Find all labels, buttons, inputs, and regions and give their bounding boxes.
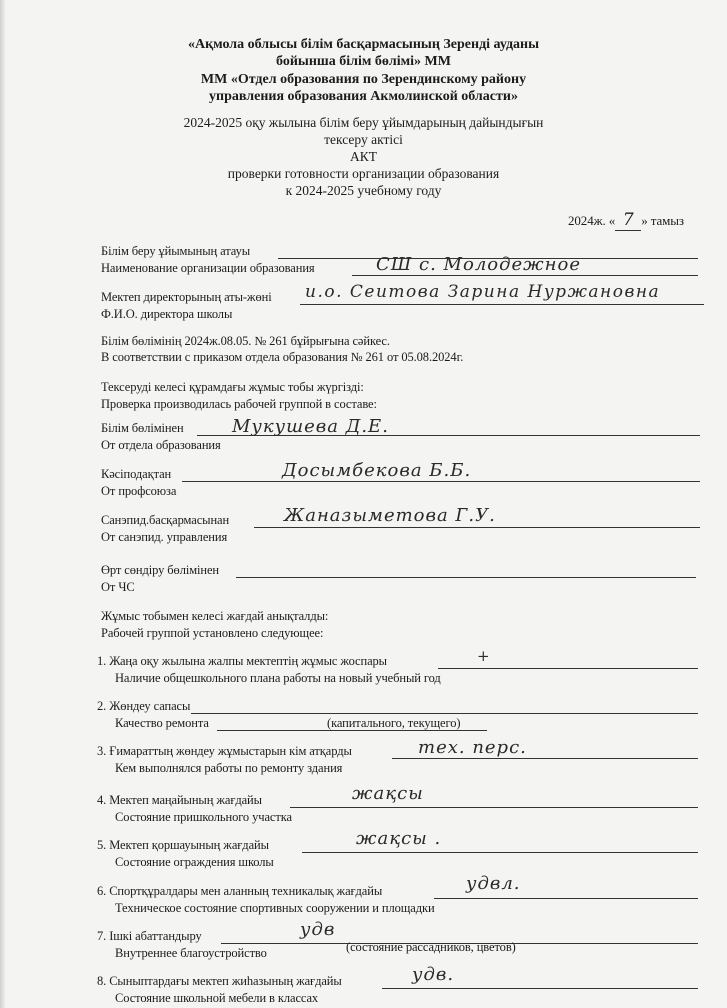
director-underline [300, 304, 704, 305]
header-ru-line1: ММ «Отдел образования по Зерендинскому району [200, 72, 527, 87]
member-underline [182, 481, 700, 482]
title-akt: АКТ [350, 149, 377, 164]
title-kz-line1: 2024-2025 оқу жылына білім беру ұйымдарының дайындығын [183, 115, 544, 130]
date-suffix: » тамыз [641, 213, 684, 228]
member-kz: Санэпид.басқармасынан [101, 513, 230, 527]
member-ru: От ЧС [101, 580, 135, 594]
order-ru: В соответствии с приказом отдела образования № 261 от 05.08.2024г. [101, 350, 464, 364]
member-kz: Өрт сөндіру бөлімінен [101, 563, 220, 577]
member-value: Мукушева Д.Е. [232, 416, 389, 437]
member-kz: Білім бөлімінен [101, 421, 184, 435]
member-ru: От отдела образования [101, 438, 221, 452]
item-ru: Качество ремонта [115, 716, 209, 730]
item-ru: Состояние школьной мебели в классах [115, 991, 319, 1005]
item-underline [382, 988, 698, 989]
org-label-kz: Білім беру ұйымының атауы [101, 244, 251, 258]
item-value: удв. [412, 964, 455, 985]
item-extra: (состояние рассадников, цветов) [346, 940, 516, 954]
item-underline [434, 898, 698, 899]
date-day: 7 [615, 210, 641, 231]
item-kz: 5. Мектеп қоршауының жағдайы [97, 838, 269, 852]
header-kz-line2: бойынша білім бөлімі» ММ [276, 54, 451, 69]
item-kz: 3. Ғимараттың жөндеу жұмыстарын кім атқарды [97, 744, 352, 758]
order-kz: Білім бөлімінің 2024ж.08.05. № 261 бұйрығына сәйкес. [101, 334, 390, 348]
header-kz-line1: «Ақмола облысы білім басқармасының Зеренді ауданы [187, 37, 540, 52]
title-kz-line2: тексеру актісі [324, 132, 403, 147]
header-ru-line2: управления образования Акмолинской области» [209, 89, 518, 104]
item-ru: Техническое состояние спортивных сооружении и площадки [115, 901, 435, 915]
item-extra: (капитального, текущего) [327, 716, 461, 730]
member-underline [254, 527, 700, 528]
member-ru: От профсоюза [101, 484, 177, 498]
item-ru: Состояние пришкольного участка [115, 810, 292, 824]
item-value: удвл. [466, 873, 521, 894]
date-prefix: 2024ж. « [568, 213, 616, 228]
group-kz: Тексеруді келесі құрамдағы жұмыс тобы жүргізді: [101, 380, 364, 394]
item-kz: 2. Жөндеу сапасы [97, 699, 191, 713]
findings-ru: Рабочей группой установлено следующее: [101, 626, 324, 640]
item-ru: Внутреннее благоустройство [115, 946, 267, 960]
item-kz: 7. Ішкі абаттандыру [97, 929, 202, 943]
item-value: жақсы . [356, 828, 442, 849]
item-value: жақсы [352, 783, 424, 804]
group-ru: Проверка производилась рабочей группой в составе: [101, 397, 377, 411]
item-kz: 8. Сыныптардағы мектеп жиһазының жағдайы [97, 974, 342, 988]
item-underline [438, 668, 698, 669]
member-value: Жаназыметова Г.У. [284, 505, 496, 526]
item-value: + [477, 647, 491, 665]
director-label-ru: Ф.И.О. директора школы [101, 307, 233, 321]
member-kz: Кәсіподақтан [101, 467, 172, 481]
item-underline [191, 713, 698, 714]
item-ru: Наличие общешкольного плана работы на новый учебный год [115, 671, 441, 685]
item-kz: 6. Спортқұралдары мен аланның техникалық жағдайы [97, 884, 383, 898]
member-underline [236, 577, 696, 578]
findings-kz: Жұмыс тобымен келесі жағдай анықталды: [101, 609, 329, 623]
member-ru: От санэпид. управления [101, 530, 228, 544]
org-label-ru: Наименование организации образования [101, 261, 315, 275]
item-ru: Состояние ограждения школы [115, 855, 274, 869]
item-ru: Кем выполнялся работы по ремонту здания [115, 761, 343, 775]
director-label-kz: Мектеп директорының аты-жөні [101, 290, 272, 304]
title-ru-line2: к 2024-2025 учебному году [285, 183, 442, 198]
item-value: тех. перс. [418, 737, 527, 758]
org-ru-underline [352, 275, 698, 276]
item-kz: 4. Мектеп маңайының жағдайы [97, 793, 262, 807]
director-value: и.о. Сеитова Зарина Нуржановна [305, 282, 661, 302]
item-value: удв [300, 919, 336, 940]
title-ru-line1: проверки готовности организации образования [227, 166, 500, 181]
item-underline [302, 852, 698, 853]
item-underline [290, 807, 698, 808]
member-value: Досымбекова Б.Б. [282, 460, 472, 481]
item-kz: 1. Жаңа оқу жылына жалпы мектептің жұмыс жоспары [97, 654, 387, 668]
org-value: СШ с. Молодежное [376, 254, 581, 275]
item-underline [392, 758, 698, 759]
date-line [568, 210, 684, 231]
